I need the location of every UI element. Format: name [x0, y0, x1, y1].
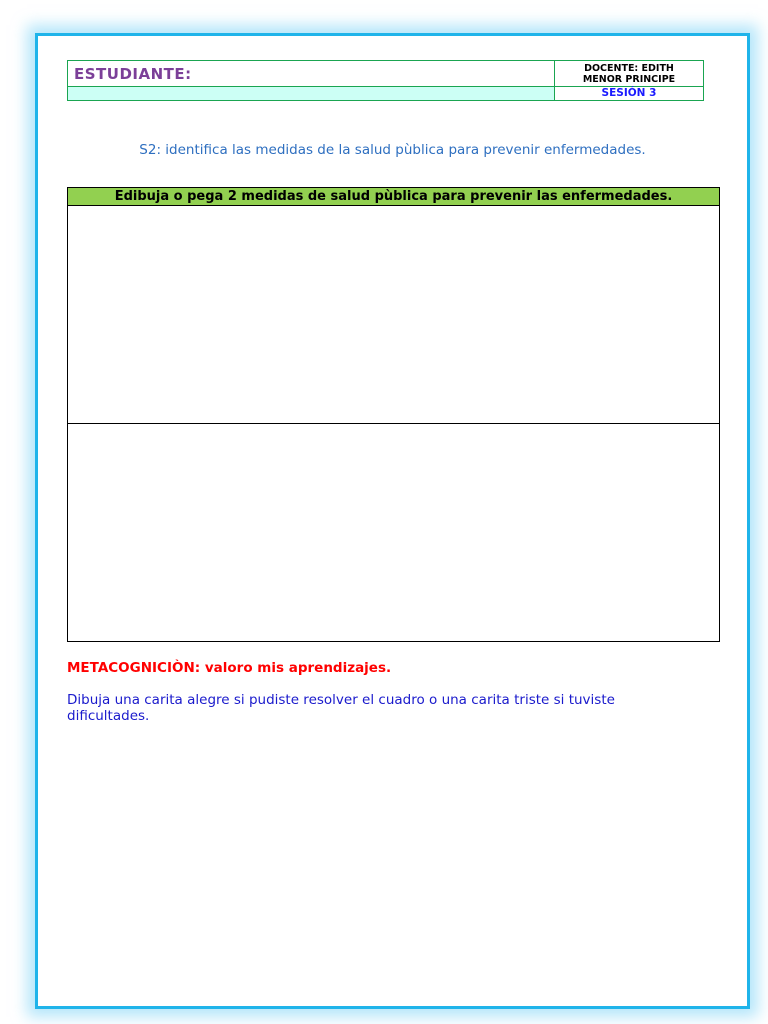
student-name-field[interactable] — [68, 87, 555, 101]
activity-title: Edibuja o pega 2 medidas de salud pùblica para prevenir las enfermedades. — [68, 188, 719, 206]
teacher-line-1: DOCENTE: EDITH — [584, 62, 674, 74]
metacognition-title: METACOGNICIÒN: valoro mis aprendizajes. — [67, 660, 392, 676]
header-table — [67, 60, 704, 101]
metacognition-instruction: Dibuja una carita alegre si pudiste resolver el cuadro o una carita triste si tuviste dificultades. — [67, 692, 615, 724]
drawing-area-1[interactable] — [68, 206, 719, 424]
drawing-area-2[interactable] — [68, 424, 719, 641]
worksheet-page — [35, 33, 750, 1009]
teacher-name — [555, 61, 704, 87]
student-label: ESTUDIANTE: — [68, 61, 555, 87]
session-objective: S2: identifica las medidas de la salud pùblica para prevenir enfermedades. — [139, 142, 646, 158]
teacher-line-2: MENOR PRINCIPE — [582, 73, 676, 85]
session-label: SESIÓN 3 — [555, 87, 704, 101]
activity-table — [67, 187, 720, 642]
